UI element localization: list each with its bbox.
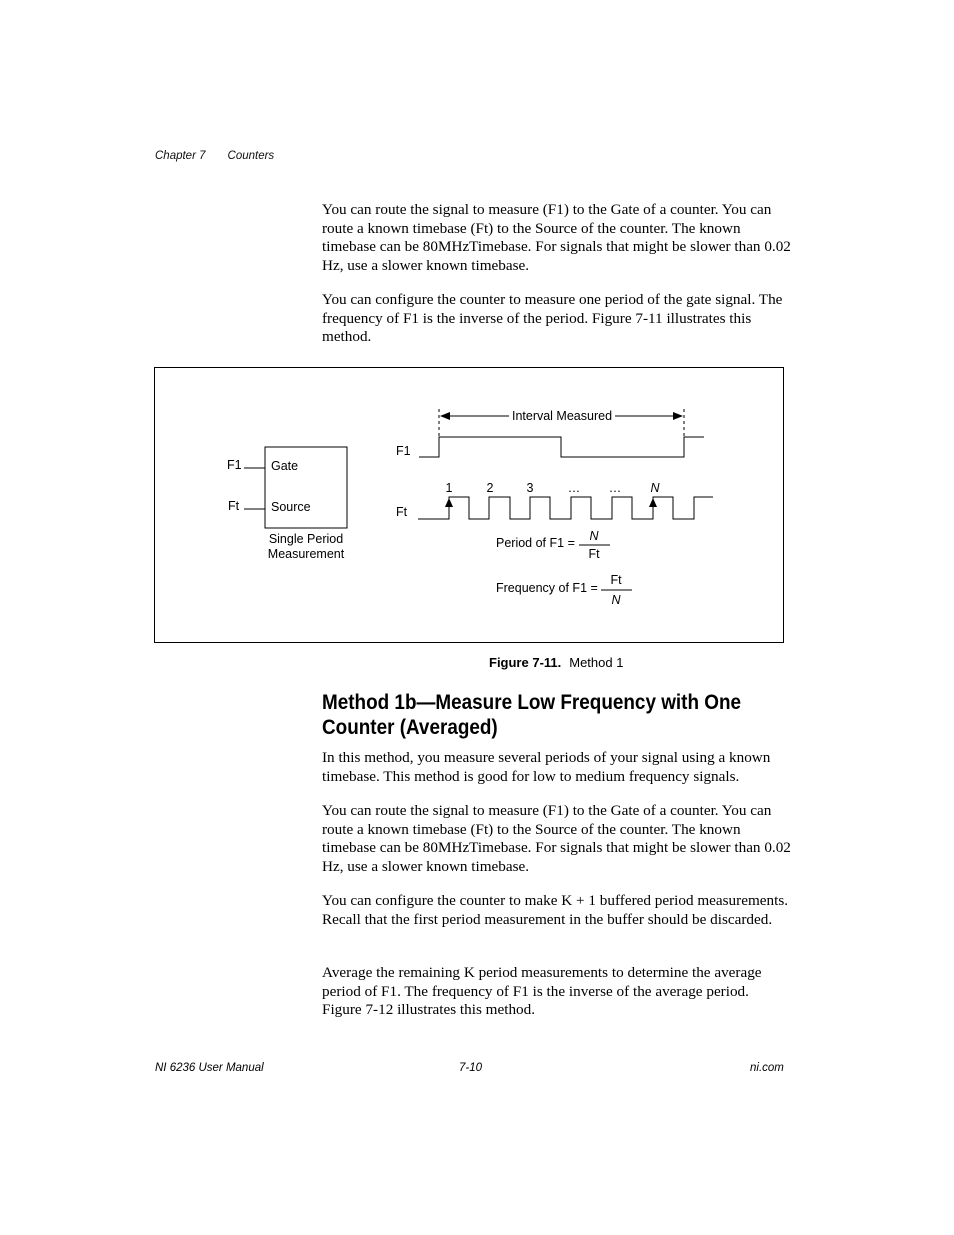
pulse-label: 3 <box>526 481 534 495</box>
figure-7-11 <box>154 367 784 643</box>
frequency-numerator: Ft <box>610 573 622 587</box>
paragraph: Average the remaining K period measurements to determine the average period of F1. The frequency of F1 is the inverse of the average period. Figure 7-12 illustrates this method. <box>322 964 762 1019</box>
arrowhead-right <box>673 412 683 420</box>
pulse-label: 2 <box>486 481 494 495</box>
ft-waveform <box>418 497 713 519</box>
section-heading <box>322 690 745 740</box>
block-ft-label: Ft <box>228 499 240 513</box>
pulse-label: 1 <box>445 481 453 495</box>
pulse-n-arrow <box>649 498 657 507</box>
block-f1-label: F1 <box>227 458 242 472</box>
period-denominator: Ft <box>588 547 600 561</box>
pulse-label: … <box>608 481 622 495</box>
paragraph: You can route the signal to measure (F1) to the Gate of a counter. You can route a known timebase (Ft) to the Source of the counter. The known timebase can be 80MHzTimebase. For signals that might be slower than 0.02 Hz, use a slower known timebase. <box>322 201 791 275</box>
figure-number: Figure 7-11. <box>489 655 562 670</box>
footer-manual-title: NI 6236 User Manual <box>155 1062 264 1074</box>
timing-f1-label: F1 <box>396 444 411 458</box>
section-heading-line2: Counter (Averaged) <box>322 716 498 739</box>
running-header <box>155 150 274 162</box>
period-formula-label: Period of F1 = <box>496 536 575 550</box>
f1-waveform <box>419 437 704 457</box>
page-number: 7-10 <box>459 1062 483 1074</box>
arrowhead-left <box>440 412 450 420</box>
footer-website: ni.com <box>750 1062 784 1074</box>
figure-caption <box>489 655 623 670</box>
paragraph: You can route the signal to measure (F1) to the Gate of a counter. You can route a known timebase (Ft) to the Source of the counter. The known timebase can be 80MHzTimebase. For signals that might be slower than 0.02 Hz, use a slower known timebase. <box>322 802 791 876</box>
paragraph: In this method, you measure several periods of your signal using a known timebase. This method is good for low to medium frequency signals. <box>322 749 771 785</box>
timing-diagram <box>155 368 785 644</box>
gate-label: Gate <box>271 459 299 473</box>
section-heading-line1: Method 1b—Measure Low Frequency with One <box>322 691 742 714</box>
pulse-1-arrow <box>445 498 453 507</box>
figure-title: Method 1 <box>569 655 624 670</box>
frequency-formula-label: Frequency of F1 = <box>496 581 598 595</box>
paragraph: You can configure the counter to measure one period of the gate signal. The frequency of F1 is the inverse of the period. Figure 7-11 illustrates this method. <box>322 291 783 346</box>
source-label: Source <box>271 500 311 514</box>
paragraph: You can configure the counter to make K + 1 buffered period measurements. Recall that the first period measurement in the buffer should be discarded. <box>322 892 789 928</box>
period-numerator: N <box>589 529 599 543</box>
timing-ft-label: Ft <box>396 505 408 519</box>
pulse-label: N <box>650 481 660 495</box>
interval-label: Interval Measured <box>511 409 613 423</box>
block-caption-2: Measurement <box>267 547 345 561</box>
header-section: Counters <box>227 150 275 162</box>
pulse-label: … <box>567 481 581 495</box>
frequency-denominator: N <box>611 593 621 607</box>
block-caption-1: Single Period <box>268 532 344 546</box>
header-chapter: Chapter 7 <box>155 150 206 162</box>
